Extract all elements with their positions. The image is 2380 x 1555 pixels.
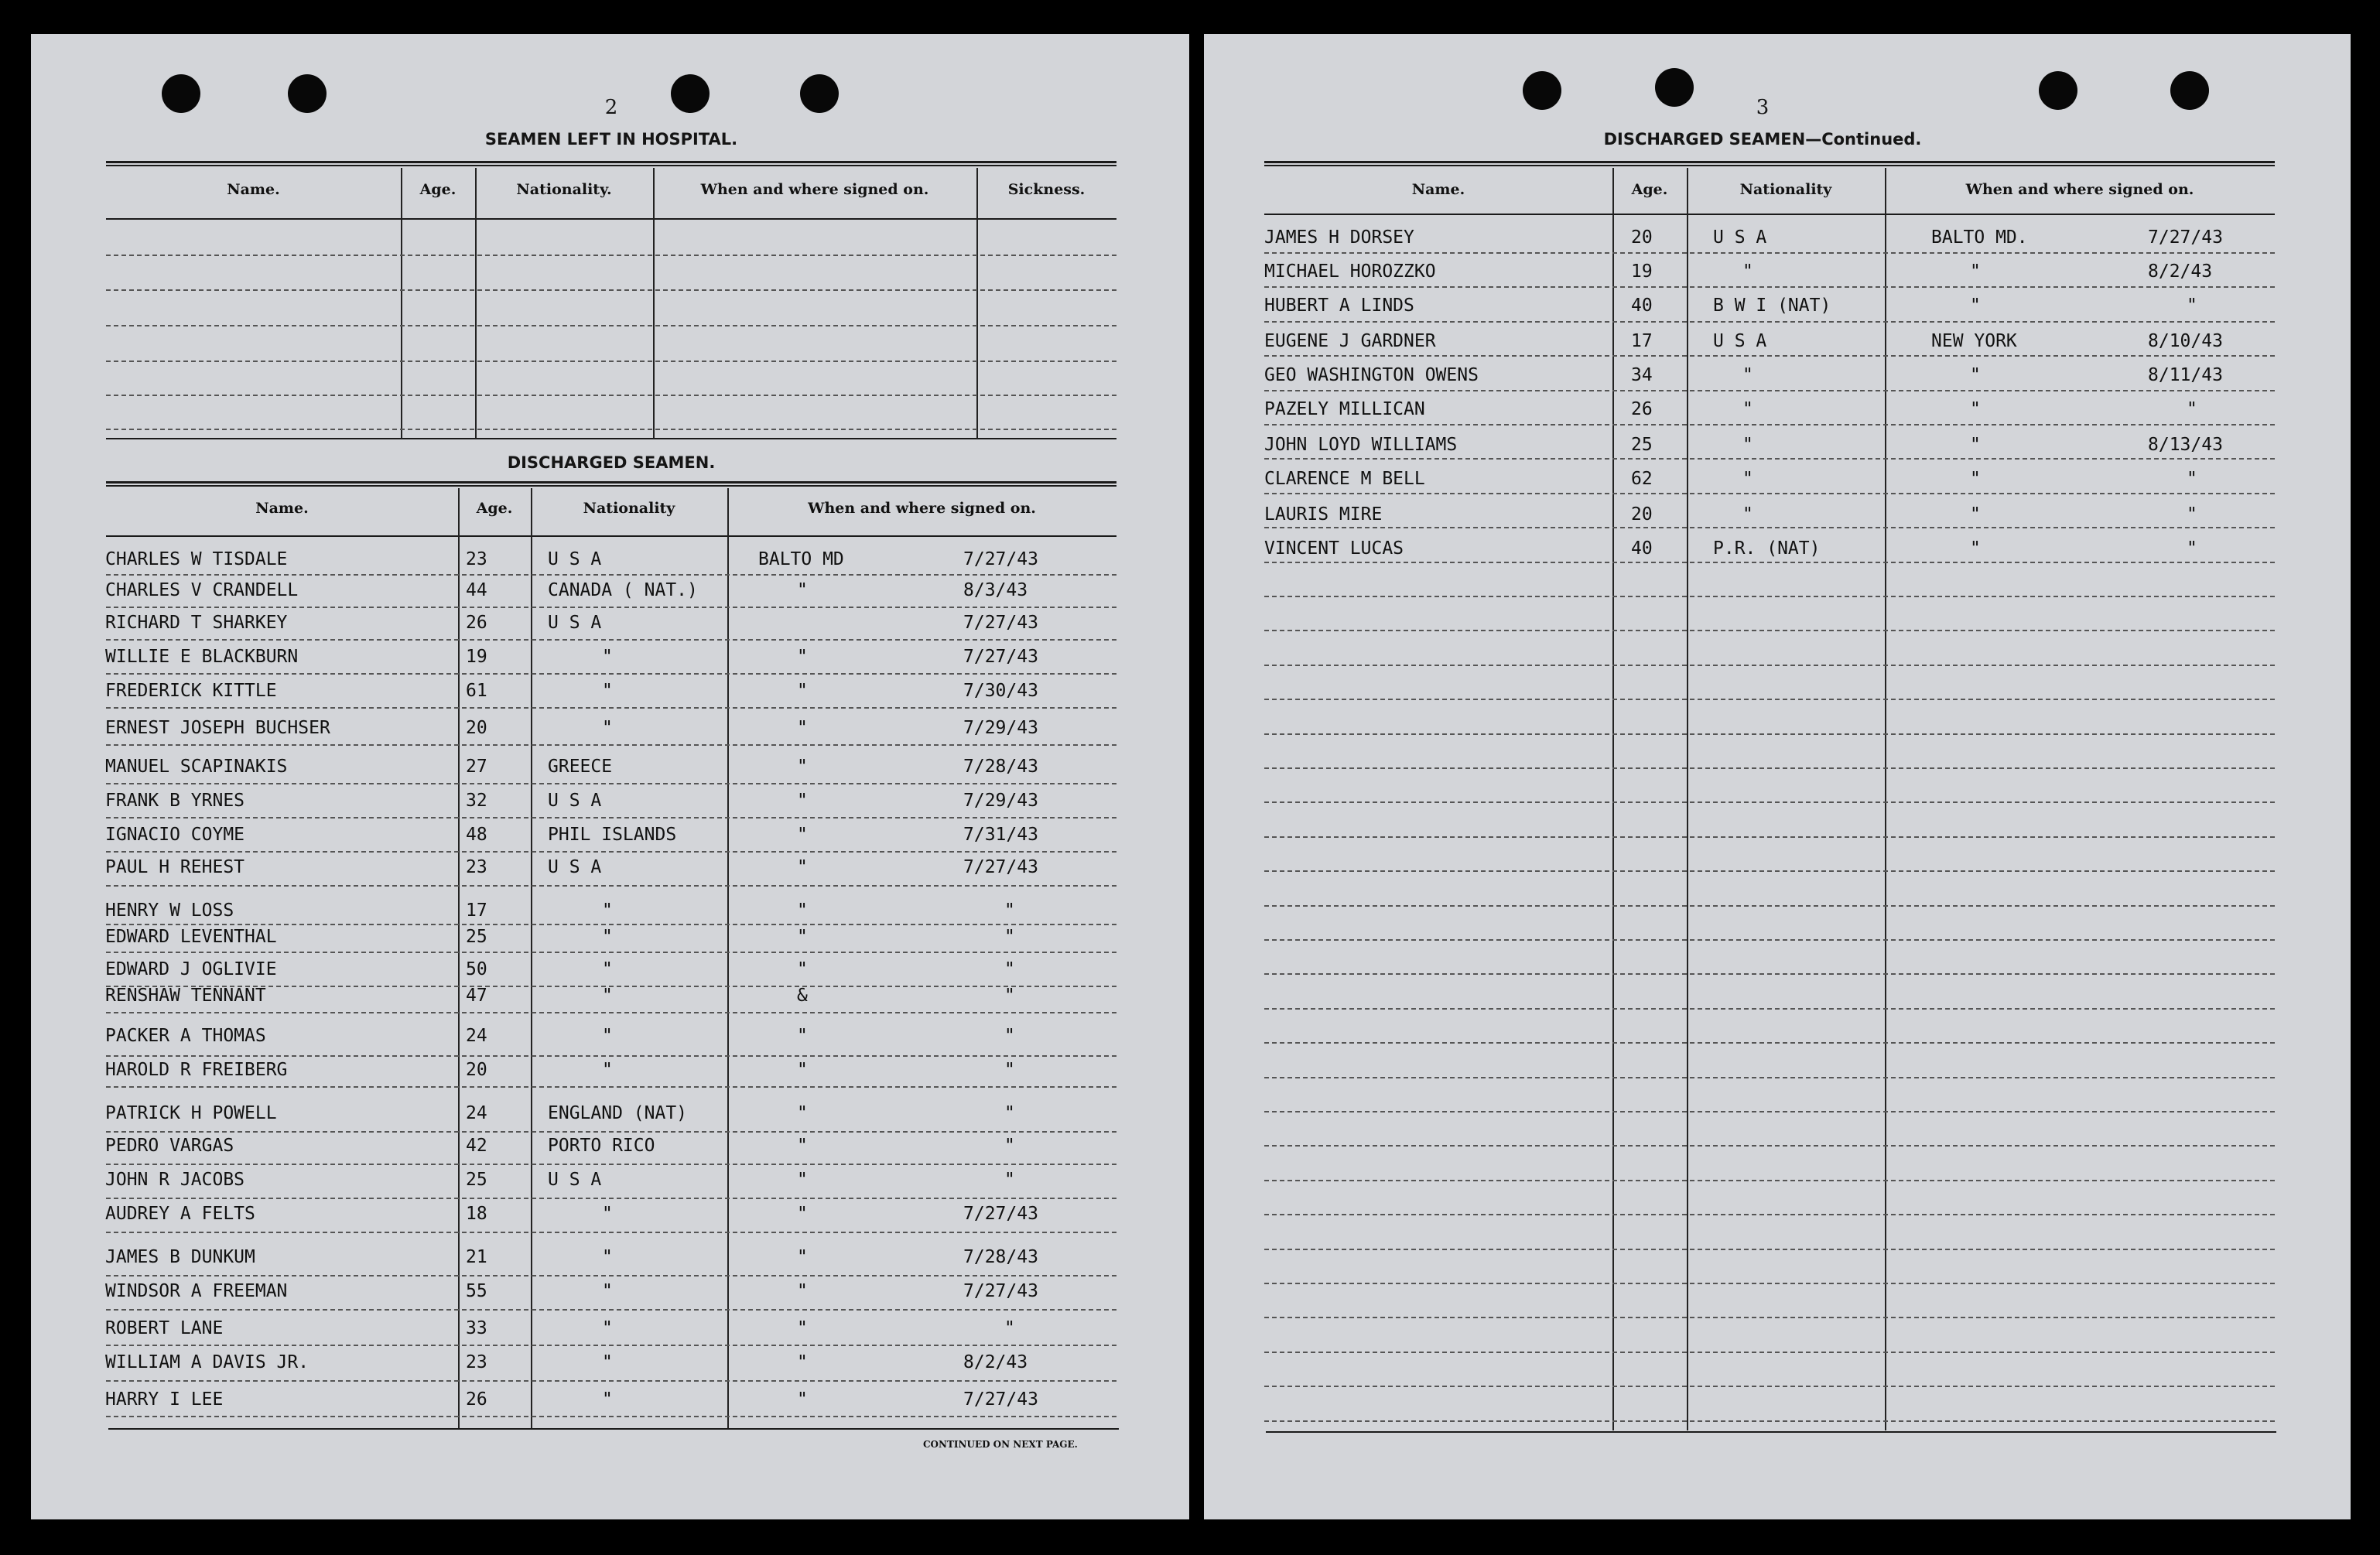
row-dash-line bbox=[106, 429, 1116, 430]
discharged-top-rule bbox=[106, 481, 1116, 487]
hospital-header-sickness: Sickness. bbox=[1007, 181, 1086, 198]
row-dash-line bbox=[1264, 596, 2275, 597]
seaman-nationality: PHIL ISLANDS bbox=[548, 825, 677, 845]
row-dash-line bbox=[106, 1309, 1116, 1311]
row-dash-line bbox=[106, 1275, 1116, 1276]
seaman-nationality: U S A bbox=[548, 613, 602, 633]
seaman-age: 26 bbox=[466, 613, 487, 633]
seaman-name: WINDSOR A FREEMAN bbox=[105, 1281, 288, 1301]
header-signed-on: When and where signed on. bbox=[1965, 181, 2194, 198]
seaman-name: CHARLES W TISDALE bbox=[105, 549, 288, 569]
row-dash-line bbox=[106, 1086, 1116, 1088]
seaman-age: 17 bbox=[466, 901, 487, 921]
row-dash-line bbox=[1264, 355, 2275, 357]
row-dash-line bbox=[106, 952, 1116, 953]
seaman-age: 17 bbox=[1631, 331, 1653, 351]
left-page bbox=[31, 34, 1189, 1519]
row-dash-line bbox=[106, 885, 1116, 887]
seaman-nationality: " bbox=[602, 1060, 613, 1080]
seaman-nationality: B W I (NAT) bbox=[1713, 296, 1831, 316]
seaman-nationality: " bbox=[602, 927, 613, 947]
row-dash-line bbox=[1264, 1420, 2275, 1422]
seaman-age: 62 bbox=[1631, 469, 1653, 489]
signed-on-date: " bbox=[2187, 504, 2197, 525]
discharged-header-age: Age. bbox=[476, 500, 513, 517]
signed-on-date: " bbox=[2187, 399, 2197, 419]
seaman-name: JAMES B DUNKUM bbox=[105, 1247, 255, 1267]
seaman-name: JOHN R JACOBS bbox=[105, 1170, 245, 1190]
signed-on-date: " bbox=[1004, 986, 1015, 1006]
seaman-age: 25 bbox=[466, 927, 487, 947]
signed-on-date: 7/27/43 bbox=[2148, 227, 2223, 248]
row-dash-line bbox=[1264, 733, 2275, 735]
signed-on-place: " bbox=[797, 901, 808, 921]
discharged-continued-title: DISCHARGED SEAMEN—Continued. bbox=[1603, 130, 1922, 149]
signed-on-place: " bbox=[797, 1103, 808, 1123]
signed-on-place: " bbox=[797, 857, 808, 877]
header-age: Age. bbox=[1631, 181, 1668, 198]
seaman-name: PATRICK H POWELL bbox=[105, 1103, 277, 1123]
seaman-age: 48 bbox=[466, 825, 487, 845]
seaman-nationality: P.R. (NAT) bbox=[1713, 538, 1821, 559]
seaman-name: IGNACIO COYME bbox=[105, 825, 245, 845]
table-col-divider bbox=[1612, 168, 1614, 1430]
row-dash-line bbox=[106, 1012, 1116, 1013]
seaman-age: 27 bbox=[466, 757, 487, 777]
signed-on-place: " bbox=[797, 718, 808, 738]
row-dash-line bbox=[106, 361, 1116, 362]
signed-on-date: 7/28/43 bbox=[963, 757, 1038, 777]
seaman-name: PAUL H REHEST bbox=[105, 857, 245, 877]
signed-on-date: 8/11/43 bbox=[2148, 365, 2223, 385]
seaman-nationality: " bbox=[602, 718, 613, 738]
signed-on-date: " bbox=[1004, 901, 1015, 921]
punch-hole bbox=[1655, 68, 1694, 107]
signed-on-date: 7/27/43 bbox=[963, 613, 1038, 633]
seaman-name: MANUEL SCAPINAKIS bbox=[105, 757, 288, 777]
seaman-name: CLARENCE M BELL bbox=[1264, 469, 1425, 489]
seaman-age: 19 bbox=[466, 647, 487, 667]
signed-on-place: " bbox=[797, 1060, 808, 1080]
signed-on-place: " bbox=[797, 1170, 808, 1190]
discharged-bottom-rule bbox=[108, 1428, 1119, 1430]
row-dash-line bbox=[1264, 767, 2275, 769]
signed-on-date: 7/30/43 bbox=[963, 681, 1038, 701]
signed-on-date: " bbox=[1004, 1170, 1015, 1190]
signed-on-place: " bbox=[797, 1247, 808, 1267]
signed-on-date: " bbox=[1004, 959, 1015, 979]
signed-on-place: " bbox=[797, 791, 808, 811]
signed-on-place: BALTO MD. bbox=[1931, 227, 2028, 248]
signed-on-date: " bbox=[1004, 1318, 1015, 1338]
row-dash-line bbox=[1264, 1317, 2275, 1318]
seaman-age: 26 bbox=[466, 1389, 487, 1410]
seaman-name: FREDERICK KITTLE bbox=[105, 681, 277, 701]
table-col-divider bbox=[1885, 168, 1886, 1430]
seaman-age: 18 bbox=[466, 1204, 487, 1224]
seaman-age: 23 bbox=[466, 549, 487, 569]
row-dash-line bbox=[106, 1416, 1116, 1417]
signed-on-date: " bbox=[1004, 1103, 1015, 1123]
seaman-nationality: " bbox=[1742, 261, 1753, 282]
seaman-nationality: PORTO RICO bbox=[548, 1136, 655, 1156]
signed-on-place: " bbox=[797, 1352, 808, 1372]
table-bottom-rule bbox=[1266, 1431, 2276, 1433]
row-dash-line bbox=[1264, 252, 2275, 254]
row-dash-line bbox=[1264, 1042, 2275, 1044]
continued-note: CONTINUED ON NEXT PAGE. bbox=[923, 1439, 1078, 1450]
seaman-age: 20 bbox=[1631, 504, 1653, 525]
row-dash-line bbox=[106, 325, 1116, 326]
signed-on-date: 7/27/43 bbox=[963, 1204, 1038, 1224]
seaman-nationality: U S A bbox=[1713, 227, 1767, 248]
hospital-col-divider bbox=[976, 168, 978, 439]
seaman-name: JAMES H DORSEY bbox=[1264, 227, 1414, 248]
signed-on-date: " bbox=[2187, 469, 2197, 489]
punch-hole bbox=[1523, 71, 1561, 110]
seaman-name: AUDREY A FELTS bbox=[105, 1204, 255, 1224]
signed-on-place: " bbox=[1970, 435, 1981, 455]
discharged-section-title: DISCHARGED SEAMEN. bbox=[507, 453, 716, 472]
seaman-nationality: " bbox=[602, 1352, 613, 1372]
signed-on-place: " bbox=[797, 580, 808, 600]
signed-on-date: 8/10/43 bbox=[2148, 331, 2223, 351]
signed-on-date: 7/27/43 bbox=[963, 1281, 1038, 1301]
punch-hole bbox=[2039, 71, 2077, 110]
signed-on-date: " bbox=[1004, 927, 1015, 947]
seaman-name: RICHARD T SHARKEY bbox=[105, 613, 288, 633]
signed-on-date: " bbox=[1004, 1026, 1015, 1046]
seaman-age: 25 bbox=[1631, 435, 1653, 455]
row-dash-line bbox=[106, 395, 1116, 396]
signed-on-date: " bbox=[2187, 296, 2197, 316]
row-dash-line bbox=[1264, 286, 2275, 288]
signed-on-date: 7/31/43 bbox=[963, 825, 1038, 845]
signed-on-date: 8/13/43 bbox=[2148, 435, 2223, 455]
table-top-rule bbox=[1264, 161, 2275, 166]
row-dash-line bbox=[1264, 1352, 2275, 1353]
header-nationality: Nationality bbox=[1739, 181, 1832, 198]
hospital-top-rule bbox=[106, 161, 1116, 166]
row-dash-line bbox=[106, 1345, 1116, 1346]
seaman-age: 23 bbox=[466, 857, 487, 877]
seaman-nationality: " bbox=[602, 959, 613, 979]
hospital-col-divider bbox=[475, 168, 477, 439]
signed-on-place: " bbox=[1970, 296, 1981, 316]
seaman-nationality: " bbox=[602, 681, 613, 701]
seaman-age: 20 bbox=[466, 718, 487, 738]
signed-on-place: " bbox=[1970, 365, 1981, 385]
punch-hole bbox=[800, 74, 839, 113]
signed-on-place: " bbox=[797, 1318, 808, 1338]
row-dash-line bbox=[106, 639, 1116, 641]
row-dash-line bbox=[1264, 1180, 2275, 1181]
signed-on-date: 8/2/43 bbox=[2148, 261, 2213, 282]
seaman-name: HUBERT A LINDS bbox=[1264, 296, 1414, 316]
row-dash-line bbox=[1264, 939, 2275, 941]
seaman-nationality: " bbox=[1742, 469, 1753, 489]
seaman-age: 19 bbox=[1631, 261, 1653, 282]
seaman-age: 34 bbox=[1631, 365, 1653, 385]
seaman-name: GEO WASHINGTON OWENS bbox=[1264, 365, 1479, 385]
header-name: Name. bbox=[1411, 181, 1465, 198]
row-dash-line bbox=[1264, 1111, 2275, 1112]
seaman-name: ERNEST JOSEPH BUCHSER bbox=[105, 718, 330, 738]
hospital-col-divider bbox=[401, 168, 402, 439]
seaman-age: 61 bbox=[466, 681, 487, 701]
signed-on-date: 7/27/43 bbox=[963, 1389, 1038, 1410]
seaman-name: EDWARD J OGLIVIE bbox=[105, 959, 277, 979]
seaman-nationality: U S A bbox=[548, 549, 602, 569]
row-dash-line bbox=[1264, 1214, 2275, 1215]
hospital-header-rule bbox=[106, 218, 1116, 220]
seaman-name: RENSHAW TENNANT bbox=[105, 986, 266, 1006]
hospital-section-title: SEAMEN LEFT IN HOSPITAL. bbox=[484, 130, 738, 149]
signed-on-place: & bbox=[797, 986, 808, 1006]
signed-on-date: 7/28/43 bbox=[963, 1247, 1038, 1267]
signed-on-place: NEW YORK bbox=[1931, 331, 2017, 351]
seaman-nationality: " bbox=[602, 1247, 613, 1267]
row-dash-line bbox=[1264, 1077, 2275, 1078]
seaman-name: FRANK B YRNES bbox=[105, 791, 245, 811]
seaman-age: 24 bbox=[466, 1026, 487, 1046]
row-dash-line bbox=[106, 707, 1116, 709]
seaman-age: 55 bbox=[466, 1281, 487, 1301]
row-dash-line bbox=[106, 289, 1116, 291]
table-header-rule bbox=[1264, 214, 2275, 215]
row-dash-line bbox=[1264, 870, 2275, 872]
signed-on-date: 8/2/43 bbox=[963, 1352, 1028, 1372]
seaman-age: 23 bbox=[466, 1352, 487, 1372]
seaman-name: WILLIAM A DAVIS JR. bbox=[105, 1352, 309, 1372]
seaman-age: 42 bbox=[466, 1136, 487, 1156]
row-dash-line bbox=[106, 607, 1116, 608]
signed-on-date: 7/29/43 bbox=[963, 718, 1038, 738]
discharged-header-signed-on: When and where signed on. bbox=[808, 500, 1036, 517]
row-dash-line bbox=[1264, 699, 2275, 700]
row-dash-line bbox=[106, 1232, 1116, 1233]
hospital-header-name: Name. bbox=[227, 181, 280, 198]
seaman-nationality: GREECE bbox=[548, 757, 613, 777]
punch-hole bbox=[671, 74, 710, 113]
seaman-nationality: " bbox=[602, 647, 613, 667]
discharged-col-divider bbox=[531, 488, 532, 1428]
seaman-age: 44 bbox=[466, 580, 487, 600]
seaman-name: EUGENE J GARDNER bbox=[1264, 331, 1436, 351]
seaman-nationality: U S A bbox=[548, 1170, 602, 1190]
seaman-nationality: " bbox=[1742, 504, 1753, 525]
row-dash-line bbox=[1264, 905, 2275, 907]
seaman-nationality: U S A bbox=[548, 857, 602, 877]
seaman-nationality: " bbox=[602, 1204, 613, 1224]
row-dash-line bbox=[1264, 801, 2275, 803]
row-dash-line bbox=[1264, 1283, 2275, 1284]
seaman-name: VINCENT LUCAS bbox=[1264, 538, 1404, 559]
hospital-col-divider bbox=[653, 168, 655, 439]
seaman-name: MICHAEL HOROZZKO bbox=[1264, 261, 1436, 282]
row-dash-line bbox=[1264, 424, 2275, 425]
seaman-nationality: " bbox=[1742, 435, 1753, 455]
seaman-name: HENRY W LOSS bbox=[105, 901, 234, 921]
row-dash-line bbox=[106, 817, 1116, 819]
seaman-age: 50 bbox=[466, 959, 487, 979]
seaman-nationality: " bbox=[602, 1318, 613, 1338]
page-number: 2 bbox=[604, 96, 618, 119]
signed-on-place: " bbox=[797, 959, 808, 979]
row-dash-line bbox=[1264, 458, 2275, 460]
row-dash-line bbox=[106, 574, 1116, 576]
row-dash-line bbox=[106, 1131, 1116, 1133]
row-dash-line bbox=[1264, 493, 2275, 494]
signed-on-place: " bbox=[797, 647, 808, 667]
row-dash-line bbox=[106, 783, 1116, 784]
seaman-age: 21 bbox=[466, 1247, 487, 1267]
signed-on-place: " bbox=[797, 1389, 808, 1410]
punch-hole bbox=[162, 74, 200, 113]
row-dash-line bbox=[1264, 1008, 2275, 1010]
seaman-nationality: " bbox=[602, 1281, 613, 1301]
signed-on-date: " bbox=[1004, 1060, 1015, 1080]
row-dash-line bbox=[1264, 665, 2275, 666]
signed-on-place: " bbox=[1970, 399, 1981, 419]
signed-on-place: " bbox=[797, 681, 808, 701]
seaman-nationality: " bbox=[1742, 365, 1753, 385]
seaman-name: CHARLES V CRANDELL bbox=[105, 580, 299, 600]
page-number: 3 bbox=[1756, 96, 1770, 119]
seaman-age: 25 bbox=[466, 1170, 487, 1190]
row-dash-line bbox=[1264, 630, 2275, 631]
seaman-age: 33 bbox=[466, 1318, 487, 1338]
seaman-name: HARRY I LEE bbox=[105, 1389, 224, 1410]
signed-on-date: 7/27/43 bbox=[963, 857, 1038, 877]
seaman-nationality: U S A bbox=[548, 791, 602, 811]
seaman-name: HAROLD R FREIBERG bbox=[105, 1060, 288, 1080]
signed-on-place: " bbox=[797, 825, 808, 845]
seaman-age: 32 bbox=[466, 791, 487, 811]
signed-on-place: " bbox=[797, 927, 808, 947]
right-page bbox=[1204, 34, 2351, 1519]
row-dash-line bbox=[1264, 527, 2275, 528]
hospital-bottom-rule bbox=[106, 438, 1116, 439]
row-dash-line bbox=[1264, 1145, 2275, 1147]
seaman-nationality: ENGLAND (NAT) bbox=[548, 1103, 688, 1123]
seaman-name: PACKER A THOMAS bbox=[105, 1026, 266, 1046]
row-dash-line bbox=[1264, 973, 2275, 975]
seaman-name: ROBERT LANE bbox=[105, 1318, 224, 1338]
seaman-name: JOHN LOYD WILLIAMS bbox=[1264, 435, 1458, 455]
seaman-age: 20 bbox=[466, 1060, 487, 1080]
row-dash-line bbox=[106, 744, 1116, 746]
hospital-header-nationality: Nationality. bbox=[516, 181, 612, 198]
signed-on-place: " bbox=[797, 1281, 808, 1301]
row-dash-line bbox=[106, 1198, 1116, 1199]
seaman-name: PEDRO VARGAS bbox=[105, 1136, 234, 1156]
discharged-col-divider bbox=[727, 488, 729, 1428]
row-dash-line bbox=[106, 1380, 1116, 1382]
seaman-age: 47 bbox=[466, 986, 487, 1006]
row-dash-line bbox=[106, 673, 1116, 675]
seaman-nationality: " bbox=[602, 1389, 613, 1410]
signed-on-place: " bbox=[1970, 504, 1981, 525]
hospital-header-age: Age. bbox=[419, 181, 457, 198]
seaman-name: EDWARD LEVENTHAL bbox=[105, 927, 277, 947]
signed-on-date: 7/29/43 bbox=[963, 791, 1038, 811]
seaman-nationality: " bbox=[602, 1026, 613, 1046]
row-dash-line bbox=[1264, 562, 2275, 563]
signed-on-date: " bbox=[2187, 538, 2197, 559]
row-dash-line bbox=[1264, 390, 2275, 391]
hospital-header-signed-on: When and where signed on. bbox=[700, 181, 929, 198]
row-dash-line bbox=[1264, 321, 2275, 323]
seaman-age: 40 bbox=[1631, 296, 1653, 316]
row-dash-line bbox=[106, 1164, 1116, 1165]
row-dash-line bbox=[1264, 1386, 2275, 1387]
signed-on-place: BALTO MD bbox=[758, 549, 844, 569]
seaman-name: WILLIE E BLACKBURN bbox=[105, 647, 299, 667]
signed-on-place: " bbox=[1970, 469, 1981, 489]
discharged-header-rule bbox=[106, 535, 1116, 537]
signed-on-place: " bbox=[797, 757, 808, 777]
seaman-nationality: " bbox=[602, 901, 613, 921]
discharged-col-divider bbox=[458, 488, 460, 1428]
signed-on-date: 7/27/43 bbox=[963, 647, 1038, 667]
seaman-age: 26 bbox=[1631, 399, 1653, 419]
seaman-nationality: U S A bbox=[1713, 331, 1767, 351]
seaman-name: PAZELY MILLICAN bbox=[1264, 399, 1425, 419]
punch-hole bbox=[2170, 71, 2209, 110]
discharged-header-nationality: Nationality bbox=[583, 500, 675, 517]
signed-on-place: " bbox=[797, 1136, 808, 1156]
row-dash-line bbox=[1264, 836, 2275, 838]
table-col-divider bbox=[1687, 168, 1688, 1430]
row-dash-line bbox=[106, 255, 1116, 256]
seaman-nationality: CANADA ( NAT.) bbox=[548, 580, 698, 600]
signed-on-date: " bbox=[1004, 1136, 1015, 1156]
row-dash-line bbox=[106, 924, 1116, 925]
seaman-age: 40 bbox=[1631, 538, 1653, 559]
seaman-age: 24 bbox=[466, 1103, 487, 1123]
discharged-header-name: Name. bbox=[255, 500, 309, 517]
seaman-nationality: " bbox=[1742, 399, 1753, 419]
signed-on-date: 8/3/43 bbox=[963, 580, 1028, 600]
signed-on-place: " bbox=[797, 1204, 808, 1224]
row-dash-line bbox=[106, 851, 1116, 853]
punch-hole bbox=[288, 74, 327, 113]
seaman-nationality: " bbox=[602, 986, 613, 1006]
row-dash-line bbox=[1264, 1249, 2275, 1250]
row-dash-line bbox=[106, 1055, 1116, 1057]
signed-on-place: " bbox=[797, 1026, 808, 1046]
signed-on-date: 7/27/43 bbox=[963, 549, 1038, 569]
seaman-age: 20 bbox=[1631, 227, 1653, 248]
seaman-name: LAURIS MIRE bbox=[1264, 504, 1383, 525]
signed-on-place: " bbox=[1970, 261, 1981, 282]
signed-on-place: " bbox=[1970, 538, 1981, 559]
